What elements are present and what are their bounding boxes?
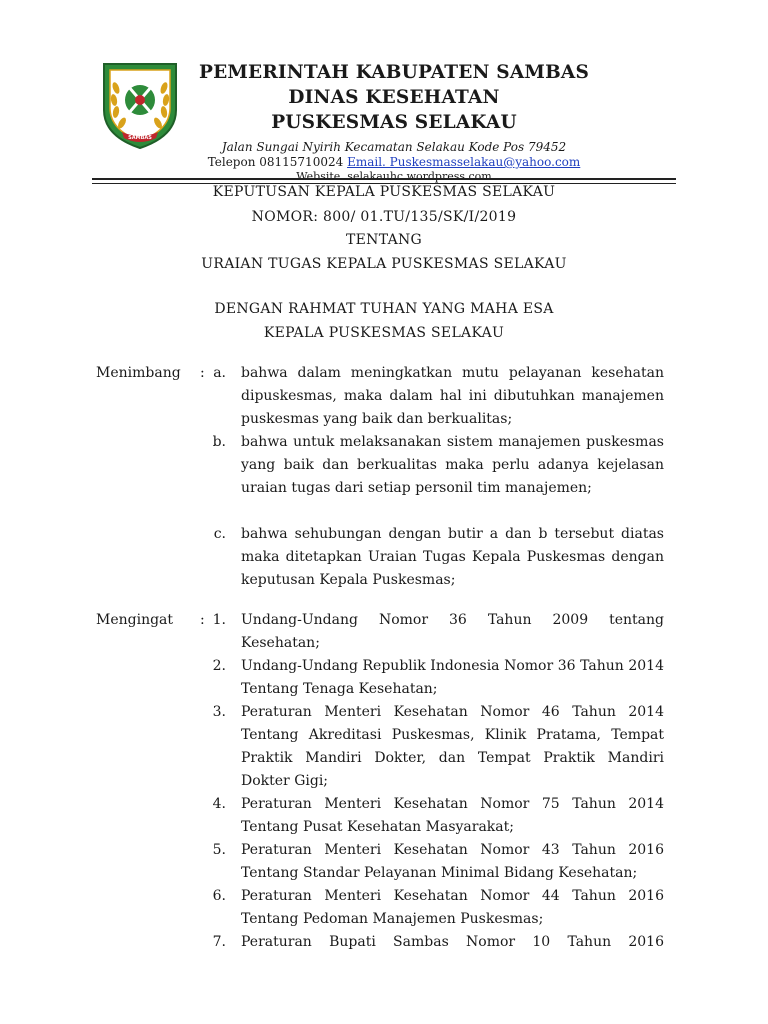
list-marker: a. bbox=[213, 365, 226, 381]
list-item-text: Peraturan Menteri Kesehatan Nomor 44 Tahun 2016 Tentang Pedoman Manajemen Puskesmas; bbox=[241, 888, 664, 927]
letterhead-government: PEMERINTAH KABUPATEN SAMBAS bbox=[198, 62, 590, 83]
decree-invocation: DENGAN RAHMAT TUHAN YANG MAHA ESA bbox=[214, 301, 554, 317]
letterhead-phone: Telepon 08115710024 bbox=[207, 155, 344, 169]
letterhead bbox=[184, 60, 604, 184]
list-marker: 1. bbox=[212, 612, 226, 628]
letterhead-website: Website. selakauhc.wordpress.com bbox=[296, 170, 492, 183]
list-item-text: bahwa sehubungan dengan butir a dan b tersebut diatas maka ditetapkan Uraian Tugas Kepala Puskesmas dengan keputusan Kepala Puskesmas; bbox=[241, 526, 664, 588]
decree-number: NOMOR: 800/ 01.TU/135/SK/I/2019 bbox=[251, 209, 517, 225]
section-label: Mengingat bbox=[96, 612, 174, 628]
list-item-text: bahwa dalam meningkatkan mutu pelayanan kesehatan dipuskesmas, maka dalam hal ini dibutuhkan manajemen puskesmas yang baik dan berkualitas; bbox=[241, 365, 664, 427]
list-item-text: Peraturan Bupati Sambas Nomor 10 Tahun 2016 bbox=[241, 934, 664, 950]
list-marker: 2. bbox=[212, 658, 226, 674]
list-item-text: Undang-Undang Republik Indonesia Nomor 36 Tahun 2014 Tentang Tenaga Kesehatan; bbox=[241, 658, 664, 697]
svg-text:SAMBAS: SAMBAS bbox=[128, 135, 152, 141]
list-item-text: Peraturan Menteri Kesehatan Nomor 46 Tahun 2014 Tentang Akreditasi Puskesmas, Klinik Pratama, Tempat Praktik Mandiri Dokter, dan Tempat Praktik Mandiri Dokter Gigi; bbox=[241, 704, 664, 789]
sambas-regency-emblem bbox=[96, 58, 184, 150]
letterhead-puskesmas: PUSKESMAS SELAKAU bbox=[271, 112, 517, 133]
letterhead-contact bbox=[184, 155, 604, 170]
list-item-text: Peraturan Menteri Kesehatan Nomor 43 Tahun 2016 Tentang Standar Pelayanan Minimal Bidang Kesehatan; bbox=[241, 842, 664, 881]
list-item-text: Undang-Undang Nomor 36 Tahun 2009 tentang Kesehatan; bbox=[241, 612, 664, 651]
letterhead-department: DINAS KESEHATAN bbox=[288, 87, 500, 108]
letterhead-email-link[interactable]: Email. Puskesmasselakau@yahoo.com bbox=[347, 155, 581, 169]
section-colon: : bbox=[200, 612, 205, 628]
letterhead-address: Jalan Sungai Nyirih Kecamatan Selakau Kode Pos 79452 bbox=[221, 140, 567, 154]
list-marker: 6. bbox=[212, 888, 226, 904]
section-colon: : bbox=[200, 365, 205, 381]
list-marker: b. bbox=[212, 434, 226, 450]
list-item-text: Peraturan Menteri Kesehatan Nomor 75 Tahun 2014 Tentang Pusat Kesehatan Masyarakat; bbox=[241, 796, 664, 835]
list-marker: 4. bbox=[212, 796, 226, 812]
list-marker: 7. bbox=[212, 934, 226, 950]
list-marker: 3. bbox=[212, 704, 226, 720]
list-marker: 5. bbox=[212, 842, 226, 858]
decree-subject: URAIAN TUGAS KEPALA PUSKESMAS SELAKAU bbox=[201, 256, 567, 272]
section-label: Menimbang bbox=[96, 365, 181, 381]
letterhead-divider-thick bbox=[92, 178, 676, 180]
decree-issuer: KEPALA PUSKESMAS SELAKAU bbox=[263, 325, 505, 341]
list-item-text: bahwa untuk melaksanakan sistem manajemen puskesmas yang baik dan berkualitas maka perlu adanya kejelasan uraian tugas dari setiap personil tim manajemen; bbox=[241, 434, 664, 496]
decree-heading: KEPUTUSAN KEPALA PUSKESMAS SELAKAU bbox=[212, 184, 556, 200]
decree-about: TENTANG bbox=[345, 232, 423, 248]
list-marker: c. bbox=[213, 526, 226, 542]
